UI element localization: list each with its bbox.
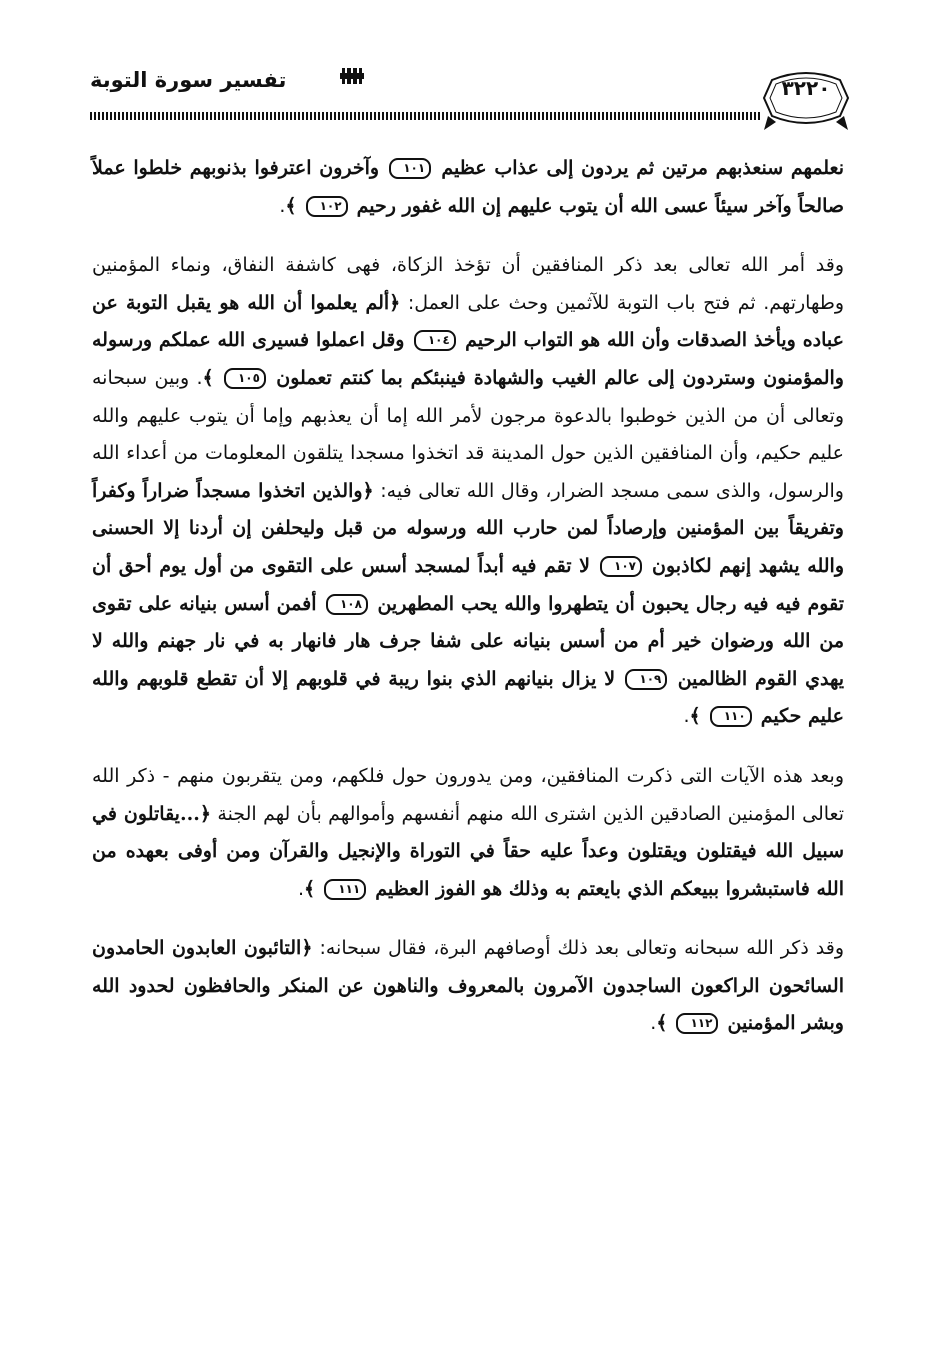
sentence-end: .: [650, 1012, 657, 1035]
sentence-end: .: [683, 705, 690, 728]
paragraph-4: [92, 930, 844, 1043]
quran-open-bracket: ﴿: [301, 937, 313, 960]
quran-close-bracket: ﴾: [304, 877, 316, 900]
ayah-number: ١١٢: [676, 1013, 718, 1034]
paragraph-1: [92, 150, 844, 225]
ornament-icon: [340, 64, 364, 88]
quran-close-bracket: ﴾: [285, 194, 297, 217]
quran-open-bracket: ﴿: [362, 479, 374, 502]
prose-text: وقد ذكر الله سبحانه وتعالى بعد ذلك أوصافهم البرة، فقال سبحانه:: [319, 937, 844, 960]
ayah-number: ١٠٥: [224, 368, 266, 389]
quran-text: لا تقم فيه أبداً لمسجد أسس على التقوى من أول يوم أحق أن تقوم فيه فيه رجال يحبون أن يتطهروا والله يحب المطهرين: [92, 554, 845, 615]
page-header: [90, 62, 850, 142]
quran-text: أفمن أسس بنيانه على تقوى من الله ورضوان خير أم من أسس بنيانه على شفا جرف هار فانهار به في نار جهنم والله لا يهدي القوم الظالمين: [92, 592, 844, 690]
quran-text: وآخرون اعترفوا بذنوبهم خلطوا عملاً صالحاً وآخر سيئاً عسى الله أن يتوب عليهم إن الله غفور رحيم: [92, 157, 844, 217]
prose-text: . وبين سبحانه وتعالى أن من الذين خوطبوا بالدعوة مرجون لأمر الله إما أن يعذبهم وإما أن يتوب عليهم والله عليم حكيم، وأن المنافقين الذين حول المدينة قد اتخذوا مسجدا يتلقون المعلومات من أعداء الله والرسول، والذى سمى مسجد الضرار، وقال الله تعالى فيه:: [92, 366, 844, 502]
ayah-number: ١٠٨: [326, 594, 368, 615]
quran-text: والذين اتخذوا مسجداً ضراراً وكفراً وتفريقاً بين المؤمنين وإرصاداً لمن حارب الله ورسوله من قبل وليحلفن إن أردنا إلا الحسنى والله يشهد إنهم لكاذبون: [92, 479, 845, 577]
quran-text: لا يزال بنيانهم الذي بنوا ريبة في قلوبهم إلا أن تقطع قلوبهم والله عليم حكيم: [92, 667, 844, 728]
prose-text: وقد أمر الله تعالى بعد ذكر المنافقين أن تؤخذ الزكاة، فهى كاشفة النفاق، ونماء المؤمنين وطهارتهم. ثم فتح باب التوبة للآثمين وحث على العمل:: [92, 254, 844, 314]
header-rule: [90, 112, 762, 120]
page-content: [92, 150, 844, 1043]
ayah-number: ١٠٧: [600, 556, 642, 577]
page-number: ٣٢٢٠: [781, 76, 831, 100]
quran-close-bracket: ﴾: [656, 1012, 668, 1035]
running-title: تفسير سورة التوبة: [90, 68, 287, 92]
quran-close-bracket: ﴾: [689, 705, 701, 728]
ayah-number: ١٠١: [389, 158, 431, 179]
ayah-number: ١١٠: [710, 706, 752, 727]
quran-text: نعلمهم سنعذبهم مرتين ثم يردون إلى عذاب عظيم: [441, 157, 844, 179]
sentence-end: .: [297, 877, 305, 900]
quran-text: التائبون العابدون الحامدون السائحون الراكعون الساجدون الآمرون بالمعروف والناهون عن المنكر والحافظون لحدود الله وبشر المؤمنين: [92, 937, 844, 1035]
quran-close-bracket: ﴾: [202, 366, 214, 389]
prose-text: وبعد هذه الآيات التى ذكرت المنافقين، ومن يدورون حول فلكهم، ومن يتقربون منهم - ذكر الله تعالى المؤمنين الصادقين الذين اشترى الله منهم أنفسهم وأموالهم بأن لهم الجنة: [92, 764, 844, 825]
sentence-end: .: [279, 194, 286, 217]
quran-text: وقل اعملوا فسيرى الله عملكم ورسوله والمؤمنون وستردون إلى عالم الغيب والشهادة فينبئكم بما كنتم تعملون: [92, 329, 844, 389]
quran-text: ...يقاتلون في سبيل الله فيقتلون ويقتلون وعداً عليه حقاً في التوراة والإنجيل والقرآن ومن أوفى بعهده من الله فاستبشروا ببيعكم الذي بايعتم به وذلك هو الفوز العظيم: [92, 802, 844, 900]
paragraph-2: [92, 247, 844, 736]
ayah-number: ١٠٤: [414, 330, 456, 351]
quran-open-bracket: ﴿: [199, 802, 211, 825]
paragraph-3: [92, 758, 844, 908]
ayah-number: ١٠٢: [306, 196, 348, 217]
quran-open-bracket: ﴿: [389, 291, 401, 314]
ayah-number: ١١١: [324, 879, 366, 900]
page-number-badge: [762, 62, 850, 134]
quran-text: ألم يعلموا أن الله هو يقبل التوبة عن عباده ويأخذ الصدقات وأن الله هو التواب الرحيم: [92, 291, 844, 352]
ayah-number: ١٠٩: [625, 669, 667, 690]
